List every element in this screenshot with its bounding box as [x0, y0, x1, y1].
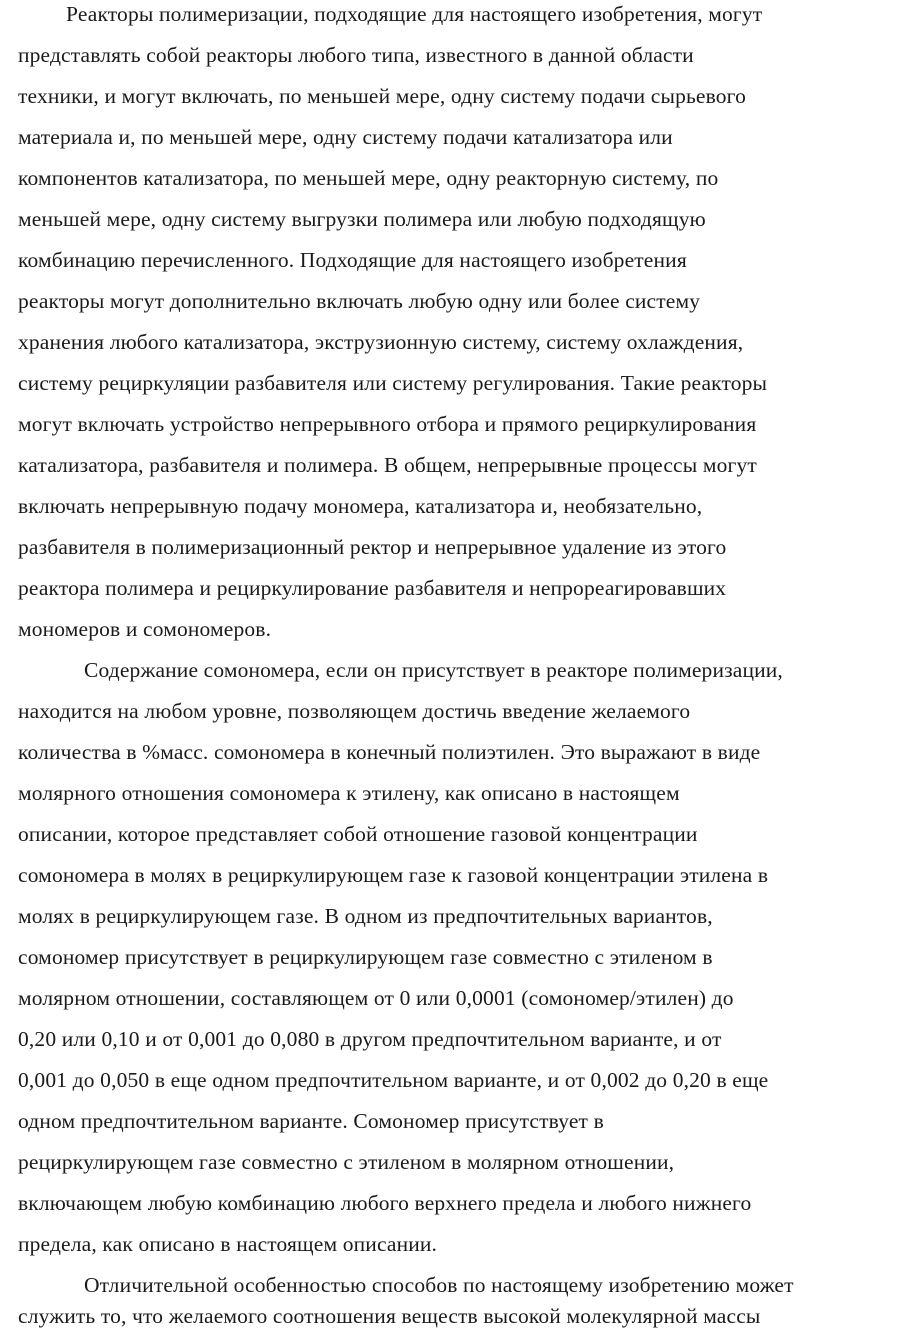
text-line: систему рециркуляции разбавителя или систему регулирования. Такие реакторы	[18, 371, 768, 395]
text-line: реактора полимера и рециркулирование разбавителя и непрореагировавших	[18, 576, 727, 600]
text-line: катализатора, разбавителя и полимера. В общем, непрерывные процессы могут	[18, 453, 757, 477]
text-line: могут включать устройство непрерывного отбора и прямого рециркулирования	[18, 412, 757, 436]
text-line: 0,001 до 0,050 в еще одном предпочтительном варианте, и от 0,002 до 0,20 в еще	[18, 1068, 769, 1092]
text-line: молярном отношении, составляющем от 0 или 0,0001 (сомономер/этилен) до	[18, 986, 734, 1010]
text-line: представлять собой реакторы любого типа, известного в данной области	[18, 43, 694, 67]
text-line: Отличительной особенностью способов по настоящему изобретению может	[84, 1273, 794, 1297]
text-line: Реакторы полимеризации, подходящие для настоящего изобретения, могут	[66, 2, 763, 26]
text-line: комбинацию перечисленного. Подходящие для настоящего изобретения	[18, 248, 687, 272]
text-line: включающем любую комбинацию любого верхнего предела и любого нижнего	[18, 1191, 752, 1215]
text-line: находится на любом уровне, позволяющем достичь введение желаемого	[18, 699, 691, 723]
text-line: 0,20 или 0,10 и от 0,001 до 0,080 в другом предпочтительном варианте, и от	[18, 1027, 722, 1051]
text-line: Содержание сомономера, если он присутствует в реакторе полимеризации,	[84, 658, 783, 682]
text-line: материала и, по меньшей мере, одну систему подачи катализатора или	[18, 125, 673, 149]
text-line: техники, и могут включать, по меньшей мере, одну систему подачи сырьевого	[18, 84, 747, 108]
text-line: предела, как описано в настоящем описании.	[18, 1232, 438, 1256]
text-line: реакторы могут дополнительно включать любую одну или более систему	[18, 289, 701, 313]
text-line: служить то, что желаемого соотношения веществ высокой молекулярной массы	[18, 1304, 761, 1328]
text-line: компонентов катализатора, по меньшей мере, одну реакторную систему, по	[18, 166, 719, 190]
text-line: описании, которое представляет собой отношение газовой концентрации	[18, 822, 698, 846]
text-line: рециркулирующем газе совместно с этиленом в молярном отношении,	[18, 1150, 675, 1174]
text-line: одном предпочтительном варианте. Сомономер присутствует в	[18, 1109, 604, 1133]
text-line: хранения любого катализатора, экструзионную систему, систему охлаждения,	[18, 330, 744, 354]
text-line: сомономера в молях в рециркулирующем газе к газовой концентрации этилена в	[18, 863, 769, 887]
text-line: разбавителя в полимеризационный ректор и непрерывное удаление из этого	[18, 535, 727, 559]
text-line: мономеров и сомономеров.	[18, 617, 272, 641]
text-line: включать непрерывную подачу мономера, катализатора и, необязательно,	[18, 494, 703, 518]
text-line: количества в %масс. сомономера в конечный полиэтилен. Это выражают в виде	[18, 740, 761, 764]
text-line: меньшей мере, одну систему выгрузки полимера или любую подходящую	[18, 207, 706, 231]
text-line: молях в рециркулирующем газе. В одном из предпочтительных вариантов,	[18, 904, 713, 928]
text-line: сомономер присутствует в рециркулирующем газе совместно с этиленом в	[18, 945, 713, 969]
text-line: молярного отношения сомономера к этилену, как описано в настоящем	[18, 781, 680, 805]
